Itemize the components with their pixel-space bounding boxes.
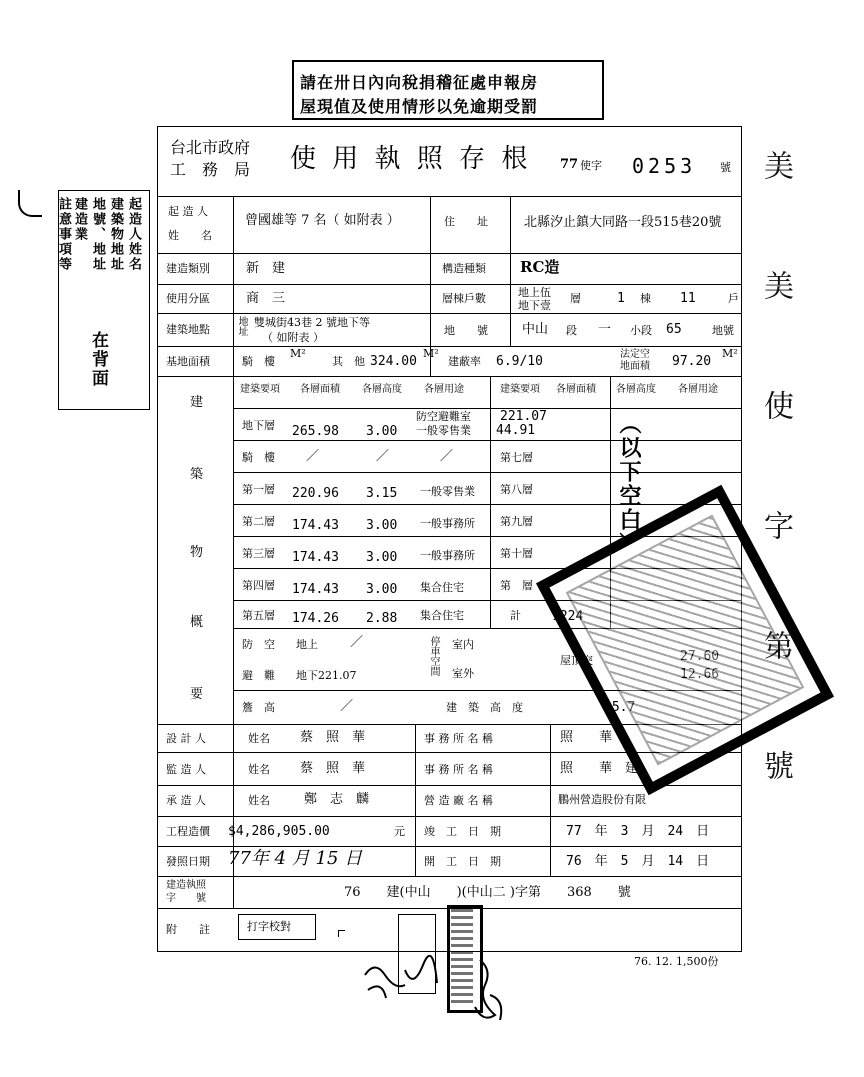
supervisor-name-label: 姓名	[248, 763, 270, 776]
address-label: 住 址	[444, 215, 488, 228]
floor-area: ／	[306, 449, 320, 464]
header-area: 各層面積	[300, 384, 340, 395]
legal-label-2: 地面積	[620, 361, 650, 372]
site-addr-note: （ 如附表 ）	[262, 331, 324, 344]
header-height-right: 各層高度	[616, 384, 656, 395]
side-note-col1: 起造人姓名	[126, 197, 141, 272]
height-label: 建 築 高 度	[446, 701, 523, 714]
shelter-above: 地上	[296, 638, 318, 651]
other-value: 324.00	[370, 354, 417, 369]
floor-use-1: 一般事務所	[420, 517, 475, 530]
office-line-2: 工 務 局	[170, 160, 251, 179]
lot-subsection: 一	[598, 322, 612, 337]
floors-label: 層棟戶數	[442, 292, 486, 305]
right-row-1-name: 第七層	[500, 451, 533, 464]
header-item: 建築要項	[240, 384, 280, 395]
proofread-label: 打字校對	[247, 920, 291, 933]
right-row-0-area: 221.07	[500, 409, 547, 424]
start-label: 開 工 日 期	[424, 855, 501, 868]
structure-label: 構造種類	[442, 262, 486, 275]
cert-char: 使字	[580, 159, 602, 172]
building-count: 1	[617, 291, 625, 306]
office-line-1: 台北市政府	[170, 138, 251, 157]
right-row-6-area: 1224	[552, 609, 584, 624]
other-unit: M²	[423, 347, 439, 360]
notice-line-2: 屋現值及使用情形以免逾期受罰	[300, 97, 539, 116]
issue-value: 77年 4 月 15 日	[228, 848, 363, 869]
floor-height: 3.15	[366, 486, 398, 501]
right-row-5-name: 第 層	[500, 579, 533, 592]
lot-subsection-unit: 小段	[630, 324, 652, 337]
cost-label: 工程造價	[166, 825, 210, 838]
floor-area: 174.43	[292, 582, 339, 597]
header-use-right: 各層用途	[678, 384, 718, 395]
side-note-box	[58, 190, 150, 410]
designer-name: 蔡 照 華	[300, 730, 366, 745]
contractor-name: 鄭 志 麟	[304, 792, 370, 807]
owner-label-top: 起 造 人	[168, 205, 208, 218]
floor-name: 騎 樓	[242, 451, 275, 464]
floor-name: 第五層	[242, 609, 275, 622]
start-date: 76 年 5 月 14 日	[566, 854, 710, 869]
complete-label: 竣 工 日 期	[424, 825, 501, 838]
side-label-2: 築	[190, 467, 204, 482]
right-row-0-area-2: 44.91	[496, 423, 536, 438]
year-prefix: 77	[560, 157, 579, 172]
notice-box	[292, 60, 604, 120]
area-label: 基地面積	[166, 355, 210, 368]
right-margin-text: 美 美 使 字 第 號	[758, 150, 793, 810]
floor-use-1: 一般事務所	[420, 549, 475, 562]
roof-label: 屋頂突	[560, 654, 593, 667]
floor-area: 220.96	[292, 486, 339, 501]
roof-value-2: 12.66	[680, 667, 720, 682]
building-unit: 棟	[640, 292, 651, 305]
floors-suffix: 層	[570, 292, 581, 305]
floors-above: 地上伍	[518, 286, 551, 299]
lot-number: 65	[666, 322, 682, 337]
floor-use-2: 一般零售業	[416, 424, 471, 437]
side-note-col4: 建造業	[72, 197, 87, 242]
lot-label: 地 號	[444, 324, 488, 337]
designer-name-label: 姓名	[248, 732, 270, 745]
floor-name: 地下層	[242, 419, 275, 432]
header-item-right: 建築要項	[500, 384, 540, 395]
building-type-value: 新 建	[246, 261, 286, 276]
cost-unit: 元	[394, 825, 405, 838]
permit-value: 76 建(中山 )(中山二 )字第 368 號	[344, 885, 631, 900]
household-count: 11	[680, 291, 696, 306]
floor-use-1: 防空避難室	[416, 410, 471, 423]
print-footer: 76. 12. 1,500份	[634, 955, 719, 968]
floor-height: 3.00	[366, 582, 398, 597]
floor-area: 174.43	[292, 518, 339, 533]
coverage-value: 6.9/10	[496, 354, 543, 369]
contractor-label: 承 造 人	[166, 794, 206, 807]
parking-outdoor: 室外	[452, 667, 474, 680]
roof-value-1: 27.60	[680, 649, 720, 664]
coverage-label: 建蔽率	[448, 355, 481, 368]
legal-label-1: 法定空	[620, 349, 650, 360]
cost-value: $4,286,905.00	[228, 824, 330, 839]
margin-bracket-mark	[18, 190, 42, 217]
header-area-right: 各層面積	[556, 384, 596, 395]
site-addr-label: 地址	[236, 316, 247, 336]
contractor-name-label: 姓名	[248, 794, 270, 807]
zoning-label: 使用分區	[166, 292, 210, 305]
header-use: 各層用途	[424, 384, 464, 395]
lot-section-unit: 段	[566, 324, 577, 337]
floor-name: 第四層	[242, 579, 275, 592]
floor-name: 第一層	[242, 483, 275, 496]
floor-use-1: 集合住宅	[420, 609, 464, 622]
floor-height: 3.00	[366, 518, 398, 533]
lot-section: 中山	[522, 322, 549, 337]
side-label-4: 概	[190, 615, 204, 630]
tick-mark	[338, 930, 345, 937]
site-addr-value: 雙城街43巷 2 號地下等	[254, 316, 370, 329]
eave-label: 簷 高	[242, 701, 275, 714]
floor-use-1: 一般零售業	[420, 485, 475, 498]
zoning-value: 商 三	[246, 291, 286, 306]
legal-value: 97.20	[672, 354, 712, 369]
side-note-col2: 建築物地址	[108, 197, 123, 272]
floor-area: 174.26	[292, 611, 339, 626]
floor-use-1: 集合住宅	[420, 581, 464, 594]
proofread-box	[238, 914, 316, 940]
floor-height: 3.00	[366, 424, 398, 439]
floor-use-1: ／	[440, 449, 454, 464]
side-label-1: 建	[190, 395, 204, 410]
right-row-2-name: 第八層	[500, 483, 533, 496]
side-label-5: 要	[190, 687, 204, 702]
complete-date: 77 年 3 月 24 日	[566, 824, 710, 839]
side-label-3: 物	[190, 545, 204, 560]
blank-note: （以下空白）	[616, 412, 642, 556]
contractor-firm-label: 營 造 廠 名 稱	[424, 794, 493, 807]
parking-label: 停車空間	[428, 636, 439, 676]
owner-label-bottom: 姓 名	[168, 229, 212, 242]
designer-office: 照 華	[560, 730, 613, 745]
floor-area: 174.43	[292, 550, 339, 565]
arcade-unit: M²	[290, 347, 306, 360]
building-type-label: 建造類別	[166, 262, 210, 275]
floor-height: ／	[376, 449, 390, 464]
shelter-above-value: ／	[350, 635, 364, 650]
floors-below: 地下壹	[518, 299, 551, 312]
height-value: 15.7	[604, 700, 636, 715]
floor-area: 265.98	[292, 424, 339, 439]
site-label: 建築地點	[166, 323, 210, 336]
designer-label: 設 計 人	[166, 732, 206, 745]
notice-line-1: 請在卅日內向稅捐稽征處申報房	[300, 73, 539, 92]
supervisor-label: 監 造 人	[166, 763, 206, 776]
floor-name: 第三層	[242, 547, 275, 560]
lot-suffix: 地號	[712, 324, 734, 337]
supervisor-name: 蔡 照 華	[300, 761, 366, 776]
contractor-firm: 鵬州營造股份有限	[558, 793, 646, 806]
permit-label-2: 字 號	[166, 893, 206, 904]
permit-label-1: 建造執照	[166, 880, 206, 891]
parking-indoor: 室内	[452, 638, 474, 651]
structure-value: RC造	[520, 258, 560, 276]
eave-value: ／	[340, 699, 354, 714]
side-note-col5: 在背面	[88, 331, 108, 388]
legal-unit: M²	[722, 347, 738, 360]
signature-scribbles	[360, 955, 540, 1030]
address-value: 北縣汐止鎮大同路一段515巷20號	[524, 215, 722, 230]
household-unit: 戶	[728, 292, 739, 305]
floor-height: 3.00	[366, 550, 398, 565]
right-row-4-name: 第十層	[500, 547, 533, 560]
supervisor-office: 照 華 建	[560, 761, 639, 776]
side-note-col3: 地號、地址	[90, 197, 105, 272]
shelter-label-2: 避 難	[242, 669, 275, 682]
other-label: 其 他	[332, 355, 365, 368]
owner-value: 曾國雄等 7 名（ 如附表 ）	[245, 213, 400, 228]
floor-height: 2.88	[366, 611, 398, 626]
doc-title: 使 用 執 照 存 根	[290, 144, 532, 174]
right-row-3-name: 第九層	[500, 515, 533, 528]
header-height: 各層高度	[362, 384, 402, 395]
permit-number: 0253	[632, 154, 697, 178]
shelter-below: 地下221.07	[296, 669, 357, 682]
remarks-label: 附 註	[166, 923, 210, 936]
arcade-label: 騎 樓	[242, 355, 275, 368]
shelter-label-1: 防 空	[242, 638, 275, 651]
right-row-6-name: 計	[510, 609, 521, 622]
side-note-col6: 註意事項等	[56, 197, 71, 272]
supervisor-office-label: 事 務 所 名 稱	[424, 763, 493, 776]
issue-label: 發照日期	[166, 855, 210, 868]
designer-office-label: 事 務 所 名 稱	[424, 732, 493, 745]
floor-name: 第二層	[242, 515, 275, 528]
number-suffix: 號	[720, 161, 731, 174]
